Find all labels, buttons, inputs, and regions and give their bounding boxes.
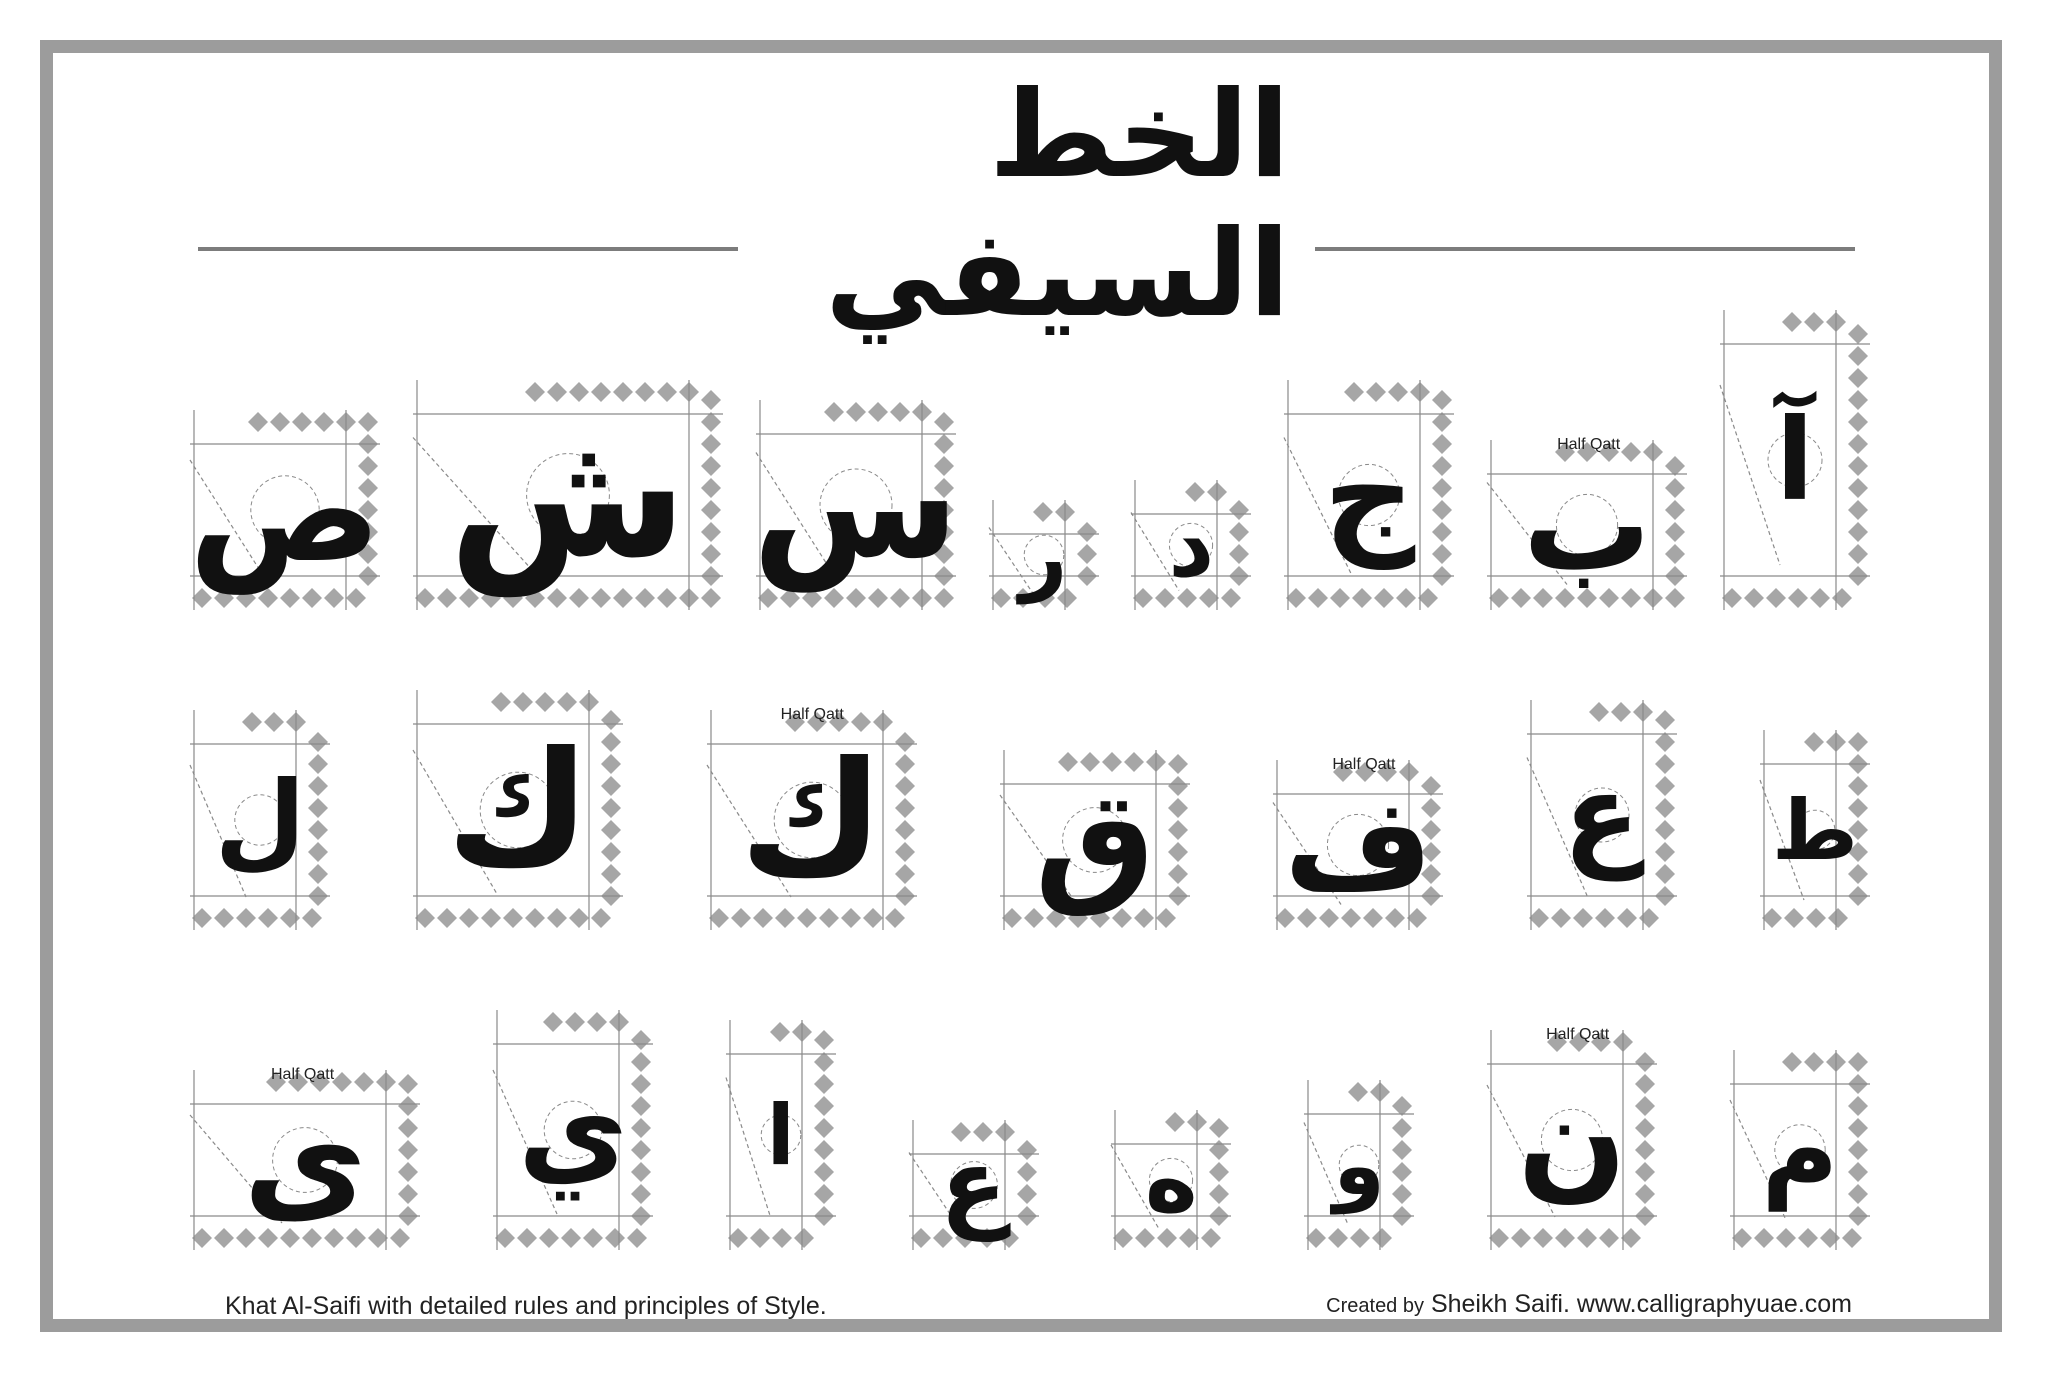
- half-qatt-annotation: Half Qatt: [1557, 436, 1621, 453]
- letter-specimen: [1487, 1026, 1657, 1250]
- letter-specimen: [1284, 380, 1454, 610]
- calligraphy-letter: ط: [1771, 781, 1859, 879]
- calligraphy-letter: ج: [1323, 420, 1416, 570]
- author-name: Sheikh Saifi.: [1430, 1290, 1570, 1318]
- calligraphy-letter: و: [1333, 1116, 1386, 1214]
- letter-specimen: [1000, 750, 1190, 930]
- title-rule-left: [198, 247, 738, 251]
- calligraphy-letter: ش: [448, 394, 688, 596]
- calligraphy-letter: ي: [517, 1060, 628, 1200]
- letter-row-1: [190, 280, 1870, 610]
- calligraphy-letter: ل: [214, 759, 306, 881]
- letter-specimen: [909, 1120, 1039, 1250]
- calligraphy-letter: س: [752, 418, 960, 592]
- calligraphy-letter: ك: [445, 718, 591, 902]
- letter-specimen: [752, 400, 960, 610]
- calligraphy-letter: آ: [1775, 394, 1815, 526]
- calligraphy-letter: ن: [1517, 1065, 1627, 1215]
- letter-specimen: [413, 380, 723, 610]
- letter-specimen: [190, 410, 380, 610]
- letter-specimen: [1111, 1110, 1231, 1250]
- letter-specimen: [1131, 480, 1251, 610]
- letter-specimen: [1487, 436, 1687, 610]
- half-qatt-annotation: Half Qatt: [1332, 756, 1396, 773]
- calligraphy-letter: ب: [1522, 450, 1652, 600]
- calligraphy-letter: ق: [1034, 761, 1156, 919]
- letter-specimen: [1273, 756, 1443, 930]
- letter-specimen: [413, 690, 623, 930]
- calligraphy-letter: ا: [766, 1086, 795, 1184]
- calligraphy-letter: ف: [1283, 770, 1433, 920]
- calligraphy-letter: ى: [243, 1081, 367, 1239]
- letter-specimen: [1720, 310, 1870, 610]
- calligraphy-letter: ك: [739, 728, 885, 912]
- letter-specimen: [1304, 1080, 1414, 1250]
- calligraphy-letter: ع: [940, 1128, 1007, 1242]
- letter-specimen: [726, 1020, 836, 1250]
- half-qatt-annotation: Half Qatt: [271, 1066, 335, 1083]
- letter-row-3: [190, 1000, 1870, 1250]
- letter-row-2: [190, 660, 1870, 930]
- letter-specimen: [493, 1010, 653, 1250]
- calligraphy-letter: ه: [1144, 1127, 1198, 1233]
- title-rule-right: [1315, 247, 1855, 251]
- calligraphy-letter: ص: [188, 426, 382, 594]
- footer-credit: [1326, 1290, 1852, 1319]
- calligraphy-letter: ع: [1563, 749, 1641, 881]
- letter-specimen: [707, 706, 917, 930]
- letter-specimen: [1730, 1050, 1870, 1250]
- created-by-label: Created by: [1326, 1295, 1424, 1317]
- letter-specimen: [190, 1066, 420, 1250]
- half-qatt-annotation: Half Qatt: [780, 706, 844, 723]
- calligraphy-title: الخط السيفي: [824, 66, 1290, 344]
- letter-specimen: [1527, 700, 1677, 930]
- half-qatt-annotation: Half Qatt: [1546, 1026, 1610, 1043]
- calligraphy-letter: م: [1761, 1089, 1839, 1211]
- letter-specimen: [989, 500, 1099, 610]
- letter-specimen: [1760, 730, 1870, 930]
- website-link[interactable]: www.calligraphyuae.com: [1576, 1290, 1852, 1318]
- letter-specimen: [190, 710, 330, 930]
- footer-caption: Khat Al-Saifi with detailed rules and principles of Style.: [225, 1292, 827, 1320]
- calligraphy-letter: ر: [1019, 506, 1068, 604]
- calligraphy-letter: د: [1168, 492, 1215, 598]
